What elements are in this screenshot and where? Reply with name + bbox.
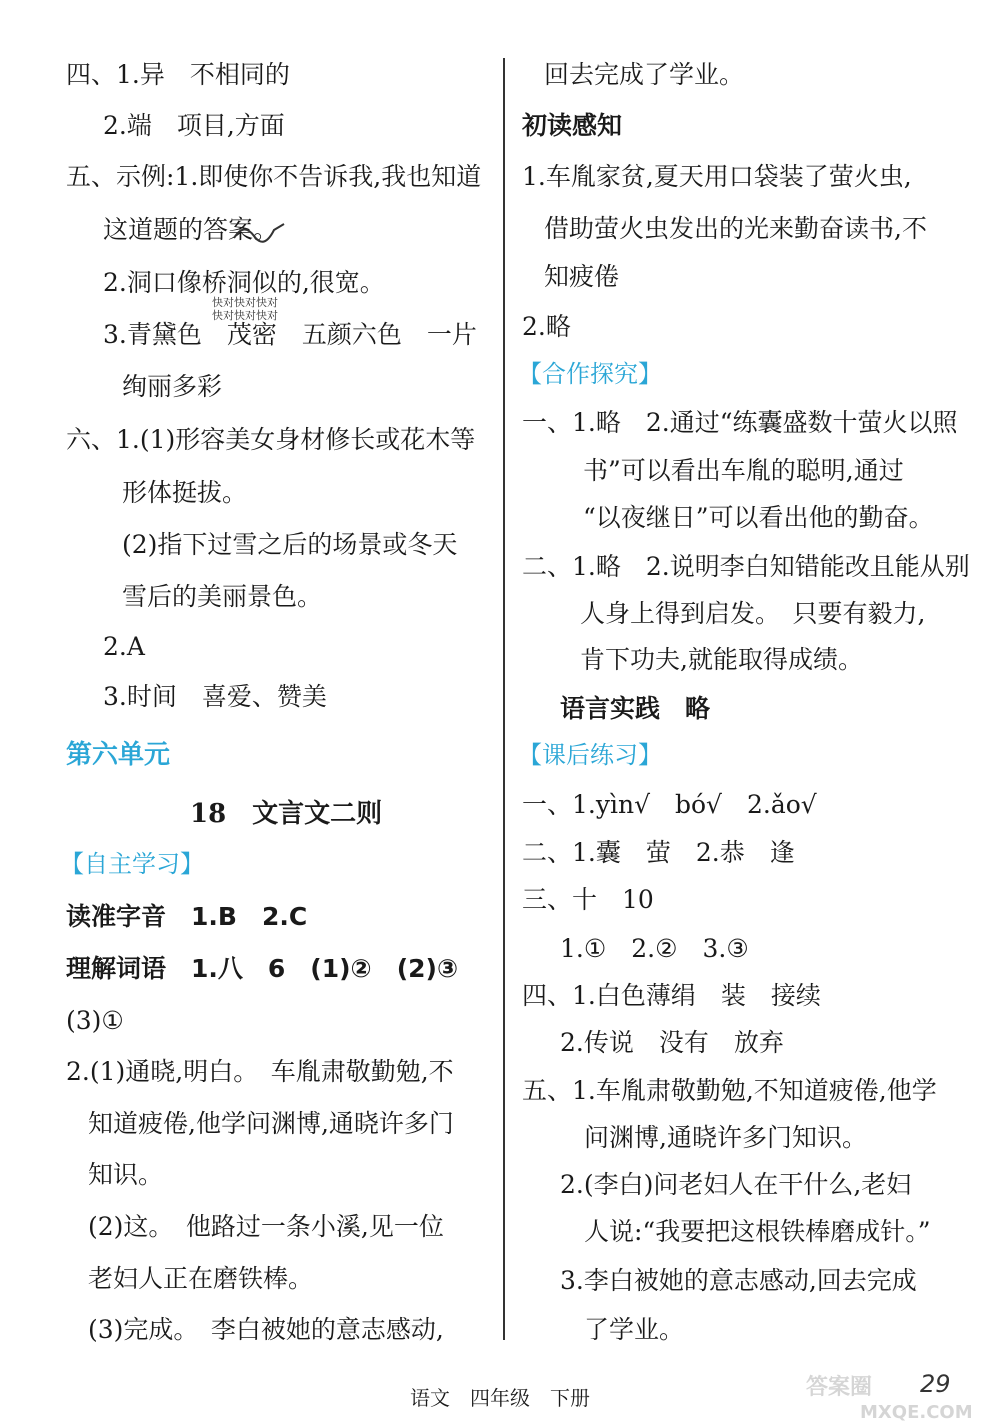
- answer-line: 人说:“我要把这根铁棒磨成针。”: [584, 1217, 931, 1246]
- answer-line: 3.青黛色 茂密 五颜六色 一片: [103, 320, 477, 349]
- unit-heading: 第六单元: [66, 740, 171, 770]
- answer-line: 三、十 10: [522, 885, 654, 914]
- answer-line: 回去完成了学业。: [544, 60, 745, 89]
- section-heading-hezuo: 【合作探究】: [518, 360, 662, 388]
- answer-line: 形体挺拔。: [122, 478, 248, 507]
- answer-line: 书”可以看出车胤的聪明,通过: [583, 456, 904, 485]
- answer-line: 知疲倦: [544, 262, 620, 291]
- answer-line: 五、1.车胤肃敬勤勉,不知道疲倦,他学: [522, 1076, 937, 1105]
- answer-line: 二、1.略 2.说明李白知错能改且能从别: [522, 552, 970, 581]
- answer-line: 2.传说 没有 放弃: [560, 1028, 784, 1057]
- answer-line: 2.(1)通晓,明白。 车胤肃敬勤勉,不: [66, 1057, 454, 1086]
- answer-line: 1.车胤家贫,夏天用口袋装了萤火虫,: [522, 162, 912, 191]
- answer-line: 2.略: [522, 312, 571, 341]
- answer-line: 这道题的答案。: [103, 215, 279, 244]
- svg-text:MXQE.COM: MXQE.COM: [860, 1402, 973, 1422]
- watermark-logo: [800, 1372, 995, 1422]
- answer-line: 理解词语 1.八 6 (1)② (2)③: [66, 954, 459, 983]
- answer-line: 四、1.异 不相同的: [66, 60, 290, 89]
- answer-line: 2.端 项目,方面: [103, 111, 285, 140]
- answer-line: 一、1.略 2.通过“练囊盛数十萤火以照: [522, 408, 958, 437]
- svg-text:答案圈: 答案圈: [806, 1375, 873, 1400]
- answer-line: 问渊博,通晓许多门知识。: [584, 1123, 867, 1152]
- answer-line: 2.A: [103, 632, 145, 661]
- right-column: [500, 0, 1000, 1380]
- pen-scribble: [230, 218, 290, 246]
- lesson-title: 18 文言文二则: [190, 799, 383, 829]
- answer-line: 五、示例:1.即使你不告诉我,我也知道: [66, 162, 482, 191]
- left-column: [0, 0, 500, 1380]
- answer-line: 二、1.囊 萤 2.恭 逢: [522, 838, 795, 867]
- answer-line: 2.(李白)问老妇人在干什么,老妇: [560, 1170, 912, 1199]
- page-footer: 语文 四年级 下册: [410, 1386, 590, 1410]
- answer-line: 3.李白被她的意志感动,回去完成: [560, 1266, 917, 1295]
- answer-line: 读准字音 1.B 2.C: [66, 902, 308, 931]
- answer-line: 了学业。: [584, 1315, 685, 1344]
- answer-line: 语言实践 略: [560, 694, 711, 723]
- page-number: 29: [920, 1370, 951, 1398]
- answer-line: 肯下功夫,就能取得成绩。: [580, 645, 863, 674]
- answer-line: 借助萤火虫发出的光来勤奋读书,不: [544, 214, 927, 243]
- answer-line: 知识。: [88, 1160, 164, 1189]
- answer-line: 人身上得到启发。 只要有毅力,: [580, 599, 926, 628]
- answer-line: “以夜继日”可以看出他的勤奋。: [583, 503, 934, 532]
- answer-line: 3.时间 喜爱、赞美: [103, 682, 327, 711]
- answer-line: 2.洞口像桥洞似的,很宽。: [103, 268, 385, 297]
- answer-line: (2)这。 他路过一条小溪,见一位: [88, 1212, 444, 1241]
- section-heading-kehou: 【课后练习】: [518, 741, 662, 769]
- answer-line: 六、1.(1)形容美女身材修长或花木等: [66, 425, 476, 454]
- answer-line: 老妇人正在磨铁棒。: [88, 1264, 314, 1293]
- section-heading-chudu: 初读感知: [522, 111, 623, 140]
- handwritten-note: 快对快对快对 快对快对快对: [212, 296, 278, 322]
- answer-line: 1.① 2.② 3.③: [560, 934, 749, 963]
- section-heading-zizhu: 【自主学习】: [60, 850, 204, 878]
- answer-line: (3)完成。 李白被她的意志感动,: [88, 1315, 444, 1344]
- answer-line: 四、1.白色薄绢 装 接续: [522, 981, 821, 1010]
- answer-line: (3)①: [66, 1006, 124, 1035]
- answer-line: 雪后的美丽景色。: [122, 582, 323, 611]
- answer-line: 一、1.yìn√ bó√ 2.ǎo√: [522, 790, 817, 819]
- answer-line: (2)指下过雪之后的场景或冬天: [122, 530, 458, 559]
- answer-line: 知道疲倦,他学问渊博,通晓许多门: [88, 1109, 454, 1138]
- answer-line: 绚丽多彩: [122, 372, 223, 401]
